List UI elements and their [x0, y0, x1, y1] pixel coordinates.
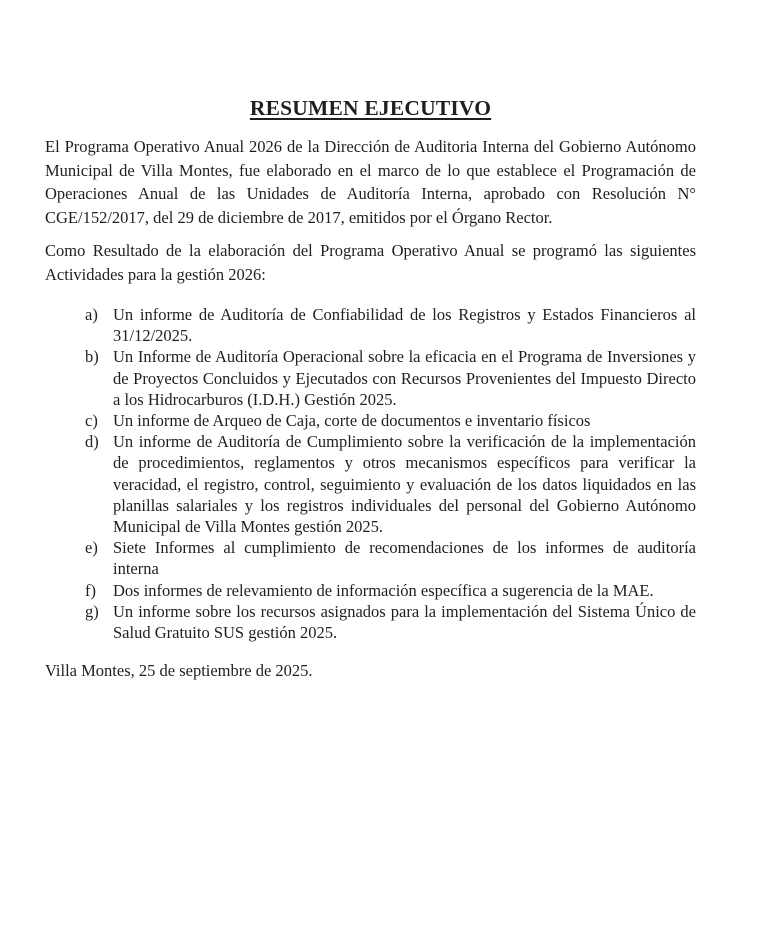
document-title — [45, 96, 696, 121]
list-item-c-text: Un informe de Arqueo de Caja, corte de documentos e inventario físicos — [113, 411, 591, 431]
list-item-d-text: Un informe de Auditoría de Cumplimiento sobre la verificación de la implementación de procedimientos, reglamentos y otros mecanismos específicos para verificar la veracidad, el registro, control, seguimiento y evaluación de los datos liquidados en las planillas salariales y los registros individuales del personal del Gobierno Autónomo Municipal de Villa Montes gestión 2025. — [113, 432, 696, 537]
document-title-text: RESUMEN EJECUTIVO — [249, 96, 492, 120]
list-item-b — [85, 346, 696, 410]
list-item-f-marker: f) — [85, 580, 96, 600]
closing-line: Villa Montes, 25 de septiembre de 2025. — [45, 661, 313, 681]
list-item-g-text: Un informe sobre los recursos asignados para la implementación del Sistema Único de Salud Gratuito SUS gestión 2025. — [113, 601, 696, 643]
list-item-c-marker: c) — [85, 411, 98, 431]
list-item-g-marker: g) — [85, 601, 99, 621]
list-item-g — [85, 601, 696, 643]
intro-paragraph: El Programa Operativo Anual 2026 de la Dirección de Auditoria Interna del Gobierno Autónomo Municipal de Villa Montes, fue elaborado en el marco de lo que establece el Programación de Operaciones Anual de las Unidades de Auditoría Interna, aprobado con Resolución N° CGE/152/2017, del 29 de diciembre de 2017, emitidos por el Órgano Rector. — [45, 137, 696, 227]
activities-intro-paragraph: Como Resultado de la elaboración del Programa Operativo Anual se programó las siguientes Actividades para la gestión 2026: — [45, 241, 696, 284]
list-item-b-marker: b) — [85, 347, 99, 367]
list-item-a-marker: a) — [85, 305, 98, 324]
list-item-f-text: Dos informes de relevamiento de información específica a sugerencia de la MAE. — [113, 580, 654, 600]
list-item-b-text: Un Informe de Auditoría Operacional sobre la eficacia en el Programa de Inversiones y de Proyectos Concluidos y Ejecutados con Recursos Provenientes del Impuesto Directo a los Hidrocarburos (I.D.H.) Gestión 2025. — [113, 347, 696, 409]
activities-list — [85, 304, 696, 643]
list-item-c — [85, 410, 696, 431]
list-item-d-marker: d) — [85, 432, 99, 452]
list-item-a — [85, 304, 696, 346]
list-item-f — [85, 580, 696, 601]
list-item-d — [85, 431, 696, 537]
list-item-e-text: Siete Informes al cumplimiento de recomendaciones de los informes de auditoría interna — [113, 538, 696, 579]
list-item-e — [85, 537, 696, 579]
list-item-a-text: Un informe de Auditoría de Confiabilidad de los Registros y Estados Financieros al 31/12/2025. — [113, 305, 696, 346]
list-item-e-marker: e) — [85, 538, 98, 558]
